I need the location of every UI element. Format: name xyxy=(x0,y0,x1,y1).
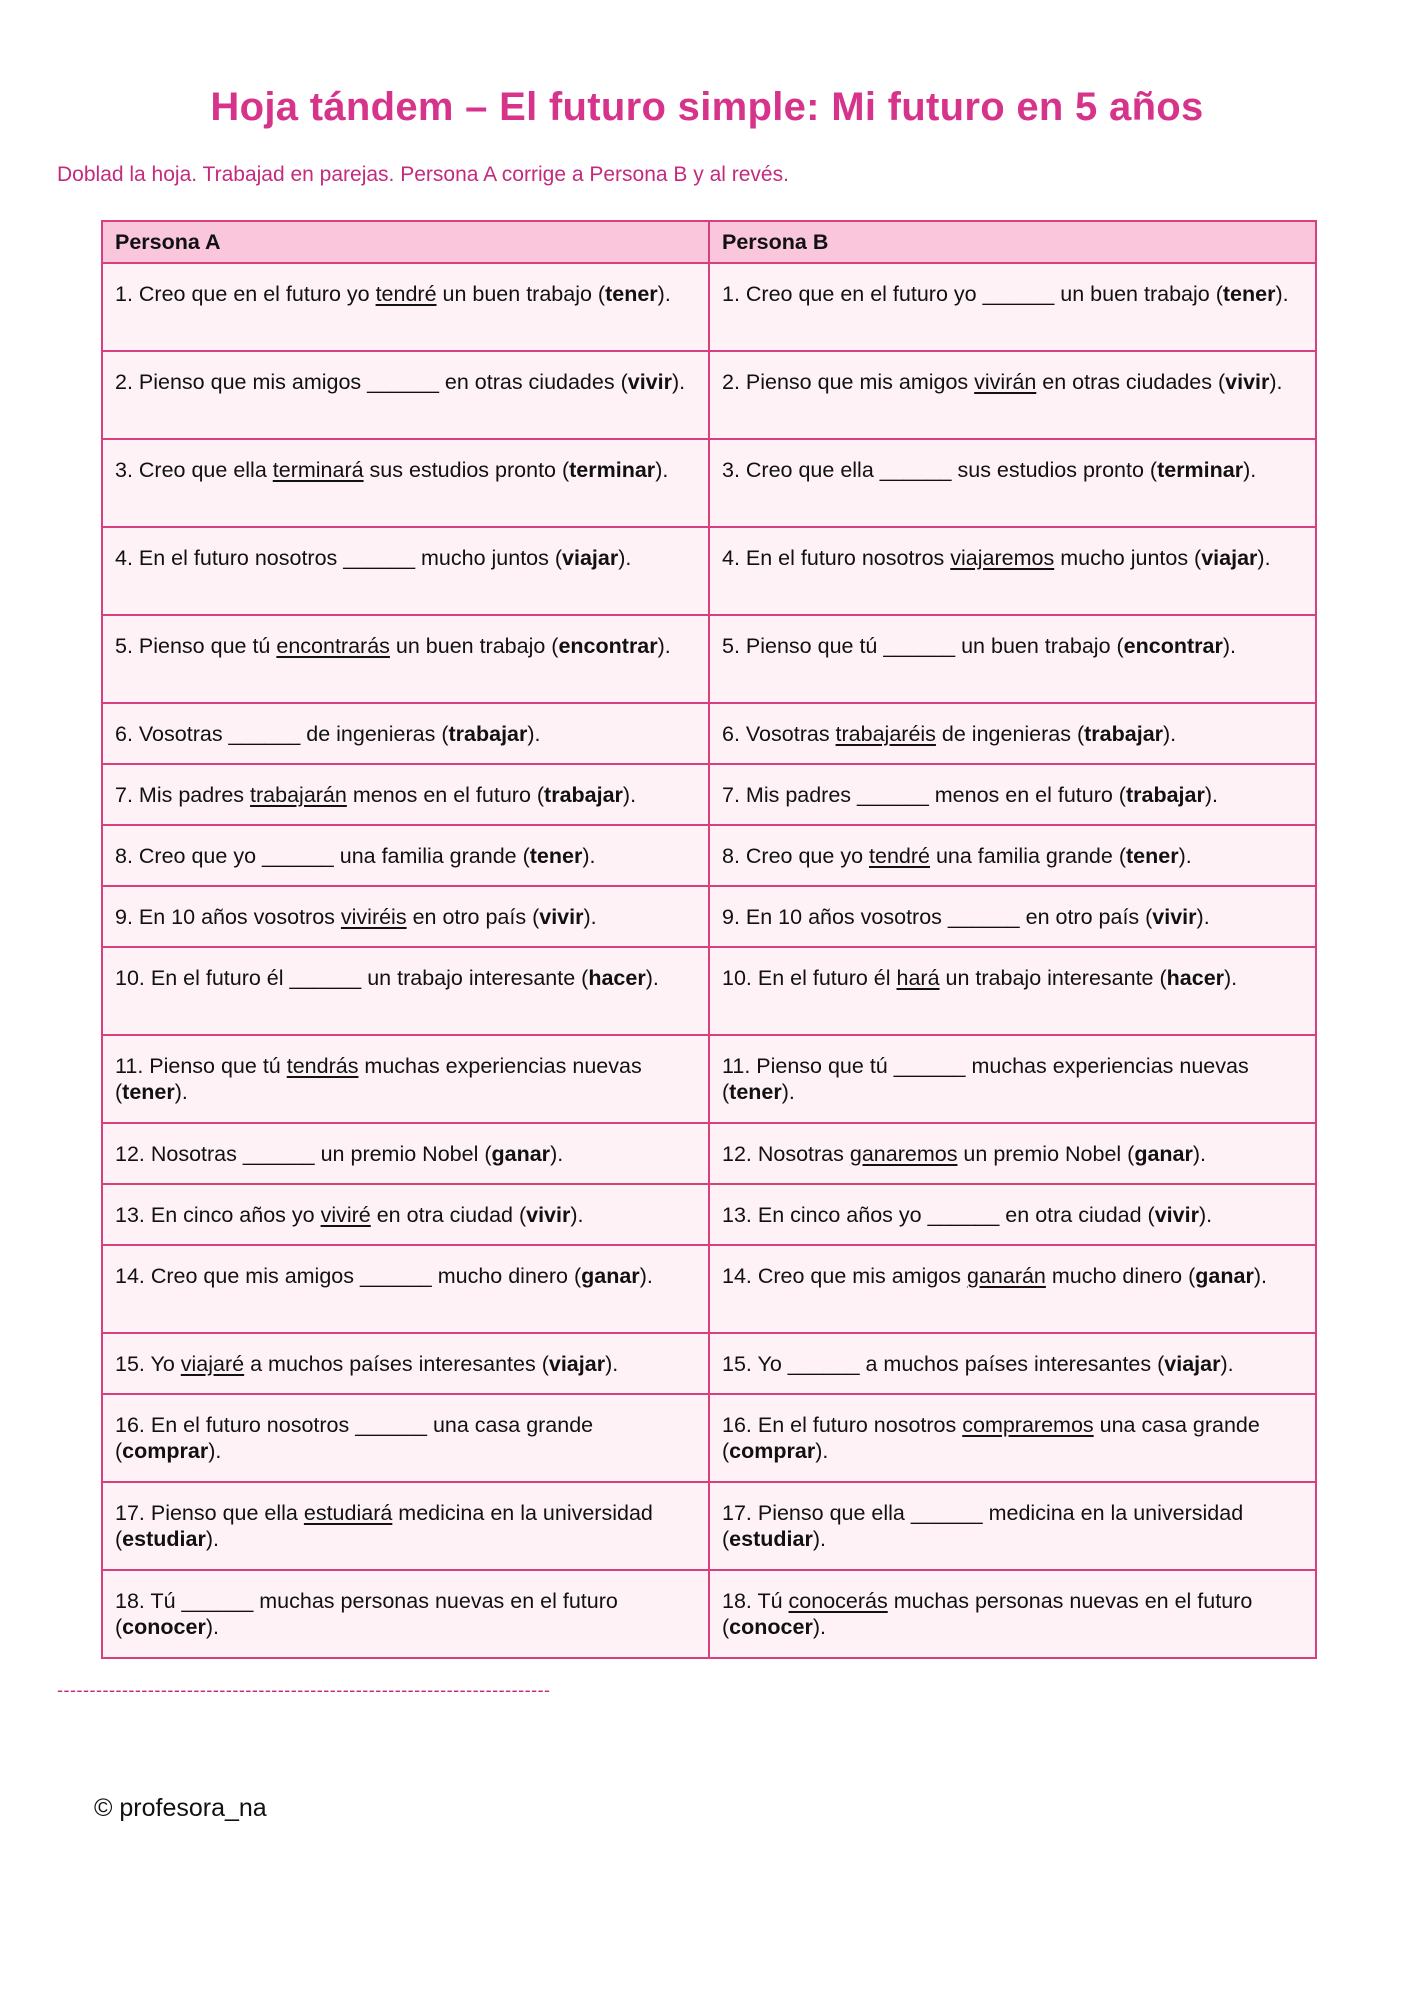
answer-verb: viviréis xyxy=(340,905,407,929)
infinitive-verb: vivir xyxy=(539,905,584,929)
sentence-end: ). xyxy=(781,1080,795,1104)
infinitive-verb: tener xyxy=(1125,844,1179,868)
infinitive-verb: viajar xyxy=(1201,546,1258,570)
sentence-cell-b xyxy=(709,947,1316,1035)
sentence-start: 18. Tú xyxy=(722,1589,789,1613)
answer-blank: ______ xyxy=(355,1413,427,1437)
table-row xyxy=(102,1333,1316,1394)
infinitive-verb: tener xyxy=(1222,282,1276,306)
sentence-end: ). xyxy=(1178,844,1192,868)
infinitive-verb: tener xyxy=(729,1080,782,1104)
sentence-end: ). xyxy=(583,905,597,929)
sentence-start: 12. Nosotras xyxy=(722,1142,850,1166)
tandem-table xyxy=(101,220,1317,1659)
infinitive-verb: terminar xyxy=(1157,458,1244,482)
sentence-middle: a muchos países interesantes ( xyxy=(244,1352,549,1376)
sentence-cell-b xyxy=(709,439,1316,527)
header-persona-b: Persona B xyxy=(709,221,1316,263)
sentence-middle: un buen trabajo ( xyxy=(436,282,606,306)
infinitive-verb: trabajar xyxy=(448,722,528,746)
table-row xyxy=(102,1570,1316,1658)
sentence-start: 10. En el futuro él xyxy=(722,966,897,990)
sentence-start: 8. Creo que yo xyxy=(722,844,870,868)
table-row xyxy=(102,825,1316,886)
sentence-cell-b xyxy=(709,1482,1316,1570)
sentence-end: ). xyxy=(1275,282,1289,306)
sentence-start: 6. Vosotras xyxy=(115,722,229,746)
sentence-start: 16. En el futuro nosotros xyxy=(722,1413,963,1437)
sentence-middle: mucho juntos ( xyxy=(415,546,563,570)
sentence-start: 11. Pienso que tú xyxy=(722,1054,894,1078)
sentence-end: ). xyxy=(570,1203,584,1227)
sentence-cell-b xyxy=(709,1184,1316,1245)
sentence-middle: una casa grande ( xyxy=(722,1413,1260,1463)
sentence-cell-b xyxy=(709,886,1316,947)
table-row xyxy=(102,1035,1316,1123)
sentence-end: ). xyxy=(655,458,669,482)
sentence-middle: muchas personas nuevas en el futuro ( xyxy=(115,1589,618,1639)
table-row xyxy=(102,1482,1316,1570)
fold-cut-line: ---------------------------------------------------------------------------- xyxy=(57,1680,551,1700)
answer-verb: tendrás xyxy=(286,1054,359,1078)
sentence-start: 18. Tú xyxy=(115,1589,182,1613)
sentence-cell-b xyxy=(709,527,1316,615)
table-row xyxy=(102,1245,1316,1333)
answer-blank: ______ xyxy=(359,1264,432,1288)
infinitive-verb: ganar xyxy=(1134,1142,1193,1166)
sentence-start: 13. En cinco años yo xyxy=(115,1203,321,1227)
sentence-start: 4. En el futuro nosotros xyxy=(722,546,951,570)
table-header-row xyxy=(102,221,1316,263)
sentence-cell-a xyxy=(102,825,709,886)
header-persona-a: Persona A xyxy=(102,221,709,263)
sentence-middle: un buen trabajo ( xyxy=(955,634,1124,658)
sentence-cell-a xyxy=(102,1184,709,1245)
sentence-start: 15. Yo xyxy=(722,1352,788,1376)
sentence-end: ). xyxy=(657,634,671,658)
table-row xyxy=(102,527,1316,615)
sentence-cell-b xyxy=(709,1333,1316,1394)
sentence-end: ). xyxy=(208,1439,222,1463)
infinitive-verb: ganar xyxy=(491,1142,551,1166)
infinitive-verb: conocer xyxy=(122,1615,206,1639)
sentence-start: 3. Creo que ella xyxy=(115,458,273,482)
sentence-end: ). xyxy=(815,1439,829,1463)
table-row xyxy=(102,615,1316,703)
table-row xyxy=(102,1123,1316,1184)
answer-verb: viajaremos xyxy=(950,546,1055,570)
infinitive-verb: trabajar xyxy=(1084,722,1164,746)
sentence-middle: muchas experiencias nuevas ( xyxy=(115,1054,642,1104)
sentence-middle: un trabajo interesante ( xyxy=(361,966,589,990)
infinitive-verb: vivir xyxy=(526,1203,571,1227)
sentence-cell-a xyxy=(102,1570,709,1658)
table-row xyxy=(102,1184,1316,1245)
answer-verb: compraremos xyxy=(962,1413,1094,1437)
sentence-middle: mucho dinero ( xyxy=(1045,1264,1196,1288)
sentence-end: ). xyxy=(205,1615,219,1639)
sentence-start: 10. En el futuro él xyxy=(115,966,290,990)
sentence-end: ). xyxy=(205,1527,219,1551)
answer-blank: ______ xyxy=(242,1142,315,1166)
infinitive-verb: viajar xyxy=(562,546,619,570)
answer-blank: ______ xyxy=(181,1589,254,1613)
answer-blank: ______ xyxy=(910,1501,983,1525)
sentence-middle: un premio Nobel ( xyxy=(314,1142,492,1166)
table-row xyxy=(102,764,1316,825)
answer-blank: ______ xyxy=(289,966,362,990)
sentence-start: 5. Pienso que tú xyxy=(722,634,884,658)
sentence-start: 16. En el futuro nosotros xyxy=(115,1413,356,1437)
sentence-start: 14. Creo que mis amigos xyxy=(722,1264,967,1288)
infinitive-verb: vivir xyxy=(1152,905,1197,929)
sentence-end: ). xyxy=(657,282,671,306)
sentence-middle: sus estudios pronto ( xyxy=(951,458,1158,482)
sentence-start: 8. Creo que yo xyxy=(115,844,263,868)
table-row xyxy=(102,703,1316,764)
sentence-middle: una casa grande ( xyxy=(115,1413,594,1463)
sentence-middle: de ingenieras ( xyxy=(300,722,449,746)
sentence-cell-a xyxy=(102,947,709,1035)
answer-verb: trabajarán xyxy=(250,783,347,807)
sentence-start: 5. Pienso que tú xyxy=(115,634,277,658)
infinitive-verb: encontrar xyxy=(558,634,658,658)
table-row xyxy=(102,351,1316,439)
answer-blank: ______ xyxy=(893,1054,966,1078)
infinitive-verb: ganar xyxy=(1195,1264,1254,1288)
sentence-middle: muchas experiencias nuevas ( xyxy=(722,1054,1249,1104)
table-row xyxy=(102,1394,1316,1482)
infinitive-verb: viajar xyxy=(1164,1352,1221,1376)
sentence-middle: medicina en la universidad ( xyxy=(722,1501,1244,1551)
sentence-middle: en otro país ( xyxy=(406,905,540,929)
sentence-middle: muchas personas nuevas en el futuro ( xyxy=(722,1589,1253,1639)
sentence-end: ). xyxy=(671,370,686,394)
sentence-end: ). xyxy=(812,1527,826,1551)
sentence-start: 1. Creo que en el futuro yo xyxy=(722,282,983,306)
infinitive-verb: conocer xyxy=(729,1615,813,1639)
copyright: © profesora_na xyxy=(94,1794,267,1822)
sentence-start: 17. Pienso que ella xyxy=(722,1501,911,1525)
infinitive-verb: terminar xyxy=(569,458,656,482)
sentence-cell-a xyxy=(102,1123,709,1184)
sentence-middle: en otra ciudad ( xyxy=(370,1203,527,1227)
sentence-cell-b xyxy=(709,1035,1316,1123)
sentence-cell-b xyxy=(709,615,1316,703)
infinitive-verb: vivir xyxy=(1154,1203,1199,1227)
sentence-end: ). xyxy=(1198,1203,1213,1227)
infinitive-verb: tener xyxy=(529,844,583,868)
sentence-middle: mucho juntos ( xyxy=(1054,546,1202,570)
sentence-cell-b xyxy=(709,351,1316,439)
answer-blank: ______ xyxy=(787,1352,860,1376)
sentence-cell-a xyxy=(102,351,709,439)
infinitive-verb: tener xyxy=(122,1080,175,1104)
infinitive-verb: estudiar xyxy=(122,1527,206,1551)
infinitive-verb: trabajar xyxy=(1125,783,1205,807)
sentence-cell-a xyxy=(102,615,709,703)
answer-verb: estudiará xyxy=(303,1501,393,1525)
sentence-cell-a xyxy=(102,439,709,527)
sentence-end: ). xyxy=(527,722,541,746)
sentence-middle: un trabajo interesante ( xyxy=(939,966,1167,990)
sentence-middle: en otras ciudades ( xyxy=(438,370,628,394)
sentence-start: 14. Creo que mis amigos xyxy=(115,1264,360,1288)
sentence-start: 2. Pienso que mis amigos xyxy=(115,370,368,394)
sentence-end: ). xyxy=(174,1080,188,1104)
infinitive-verb: encontrar xyxy=(1123,634,1223,658)
infinitive-verb: tener xyxy=(605,282,658,306)
sentence-end: ). xyxy=(645,966,659,990)
answer-blank: ______ xyxy=(879,458,952,482)
infinitive-verb: hacer xyxy=(588,966,646,990)
answer-verb: vivirán xyxy=(974,370,1037,394)
infinitive-verb: comprar xyxy=(729,1439,816,1463)
sentence-end: ). xyxy=(812,1615,826,1639)
sentence-middle: un premio Nobel ( xyxy=(957,1142,1135,1166)
sentence-end: ). xyxy=(1220,1352,1234,1376)
answer-blank: ______ xyxy=(343,546,416,570)
sentence-start: 3. Creo que ella xyxy=(722,458,880,482)
sentence-cell-a xyxy=(102,1482,709,1570)
sentence-cell-a xyxy=(102,1394,709,1482)
infinitive-verb: viajar xyxy=(548,1352,606,1376)
sentence-middle: a muchos países interesantes ( xyxy=(859,1352,1165,1376)
table-row xyxy=(102,439,1316,527)
sentence-cell-a xyxy=(102,1035,709,1123)
answer-blank: ______ xyxy=(857,783,929,807)
instructions: Doblad la hoja. Trabajad en parejas. Persona A corrige a Persona B y al revés. xyxy=(57,163,789,186)
sentence-middle: menos en el futuro ( xyxy=(346,783,545,807)
sentence-middle: menos en el futuro ( xyxy=(928,783,1126,807)
sentence-middle: de ingenieras ( xyxy=(935,722,1085,746)
sentence-start: 9. En 10 años vosotros xyxy=(115,905,341,929)
sentence-middle: en otro país ( xyxy=(1019,905,1153,929)
answer-verb: tendré xyxy=(869,844,930,868)
answer-verb: hará xyxy=(896,966,940,990)
answer-verb: tendré xyxy=(375,282,437,306)
sentence-start: 9. En 10 años vosotros xyxy=(722,905,948,929)
answer-verb: viviré xyxy=(320,1203,371,1227)
sentence-cell-a xyxy=(102,527,709,615)
answer-verb: terminará xyxy=(272,458,364,482)
answer-blank: ______ xyxy=(262,844,334,868)
sentence-end: ). xyxy=(550,1142,564,1166)
sentence-middle: mucho dinero ( xyxy=(431,1264,582,1288)
sentence-middle: en otra ciudad ( xyxy=(999,1203,1155,1227)
sentence-cell-a xyxy=(102,1333,709,1394)
sentence-end: ). xyxy=(1196,905,1210,929)
infinitive-verb: hacer xyxy=(1166,966,1225,990)
sentence-cell-b xyxy=(709,263,1316,351)
sentence-end: ). xyxy=(605,1352,619,1376)
sentence-cell-a xyxy=(102,263,709,351)
answer-blank: ______ xyxy=(947,905,1020,929)
answer-blank: ______ xyxy=(228,722,301,746)
sentence-end: ). xyxy=(618,546,632,570)
table-row xyxy=(102,947,1316,1035)
sentence-start: 12. Nosotras xyxy=(115,1142,243,1166)
answer-blank: ______ xyxy=(927,1203,1000,1227)
answer-blank: ______ xyxy=(883,634,956,658)
infinitive-verb: trabajar xyxy=(544,783,623,807)
sentence-end: ). xyxy=(1163,722,1177,746)
sentence-end: ). xyxy=(639,1264,653,1288)
sentence-cell-b xyxy=(709,1245,1316,1333)
answer-verb: encontrarás xyxy=(276,634,390,658)
page-title: Hoja tándem – El futuro simple: Mi futuro en 5 años xyxy=(210,84,1204,129)
sentence-cell-b xyxy=(709,703,1316,764)
sentence-cell-b xyxy=(709,1570,1316,1658)
answer-verb: ganarán xyxy=(966,1264,1046,1288)
answer-blank: ______ xyxy=(367,370,439,394)
sentence-cell-a xyxy=(102,1245,709,1333)
answer-blank: ______ xyxy=(982,282,1055,306)
table-row xyxy=(102,263,1316,351)
sentence-cell-a xyxy=(102,703,709,764)
sentence-middle: medicina en la universidad ( xyxy=(115,1501,653,1551)
sentence-start: 1. Creo que en el futuro yo xyxy=(115,282,376,306)
sentence-end: ). xyxy=(1224,966,1238,990)
sentence-end: ). xyxy=(1253,1264,1267,1288)
infinitive-verb: ganar xyxy=(581,1264,640,1288)
sentence-middle: un buen trabajo ( xyxy=(389,634,559,658)
answer-verb: trabajaréis xyxy=(835,722,936,746)
sentence-start: 17. Pienso que ella xyxy=(115,1501,304,1525)
sentence-start: 7. Mis padres xyxy=(722,783,858,807)
sentence-end: ). xyxy=(582,844,596,868)
sentence-start: 13. En cinco años yo xyxy=(722,1203,928,1227)
table-row xyxy=(102,886,1316,947)
sentence-start: 4. En el futuro nosotros xyxy=(115,546,344,570)
sentence-middle: sus estudios pronto ( xyxy=(363,458,570,482)
sentence-middle: una familia grande ( xyxy=(929,844,1126,868)
sentence-start: 6. Vosotras xyxy=(722,722,836,746)
sentence-cell-b xyxy=(709,1123,1316,1184)
infinitive-verb: vivir xyxy=(627,370,672,394)
sentence-cell-a xyxy=(102,886,709,947)
sentence-end: ). xyxy=(1204,783,1218,807)
sentence-start: 11. Pienso que tú xyxy=(115,1054,287,1078)
infinitive-verb: estudiar xyxy=(729,1527,813,1551)
sentence-middle: en otras ciudades ( xyxy=(1036,370,1226,394)
sentence-middle: una familia grande ( xyxy=(333,844,530,868)
answer-verb: conocerás xyxy=(788,1589,888,1613)
infinitive-verb: comprar xyxy=(122,1439,209,1463)
infinitive-verb: vivir xyxy=(1225,370,1270,394)
sentence-cell-b xyxy=(709,825,1316,886)
sentence-start: 2. Pienso que mis amigos xyxy=(722,370,975,394)
answer-verb: viajaré xyxy=(180,1352,245,1376)
sentence-cell-b xyxy=(709,1394,1316,1482)
sentence-middle: un buen trabajo ( xyxy=(1054,282,1223,306)
sentence-start: 7. Mis padres xyxy=(115,783,251,807)
sentence-end: ). xyxy=(1243,458,1257,482)
answer-verb: ganaremos xyxy=(849,1142,958,1166)
sentence-end: ). xyxy=(1269,370,1283,394)
sentence-start: 15. Yo xyxy=(115,1352,181,1376)
sentence-end: ). xyxy=(1192,1142,1207,1166)
sentence-cell-b xyxy=(709,764,1316,825)
sentence-cell-a xyxy=(102,764,709,825)
sentence-end: ). xyxy=(1257,546,1271,570)
sentence-end: ). xyxy=(622,783,637,807)
sentence-end: ). xyxy=(1222,634,1236,658)
